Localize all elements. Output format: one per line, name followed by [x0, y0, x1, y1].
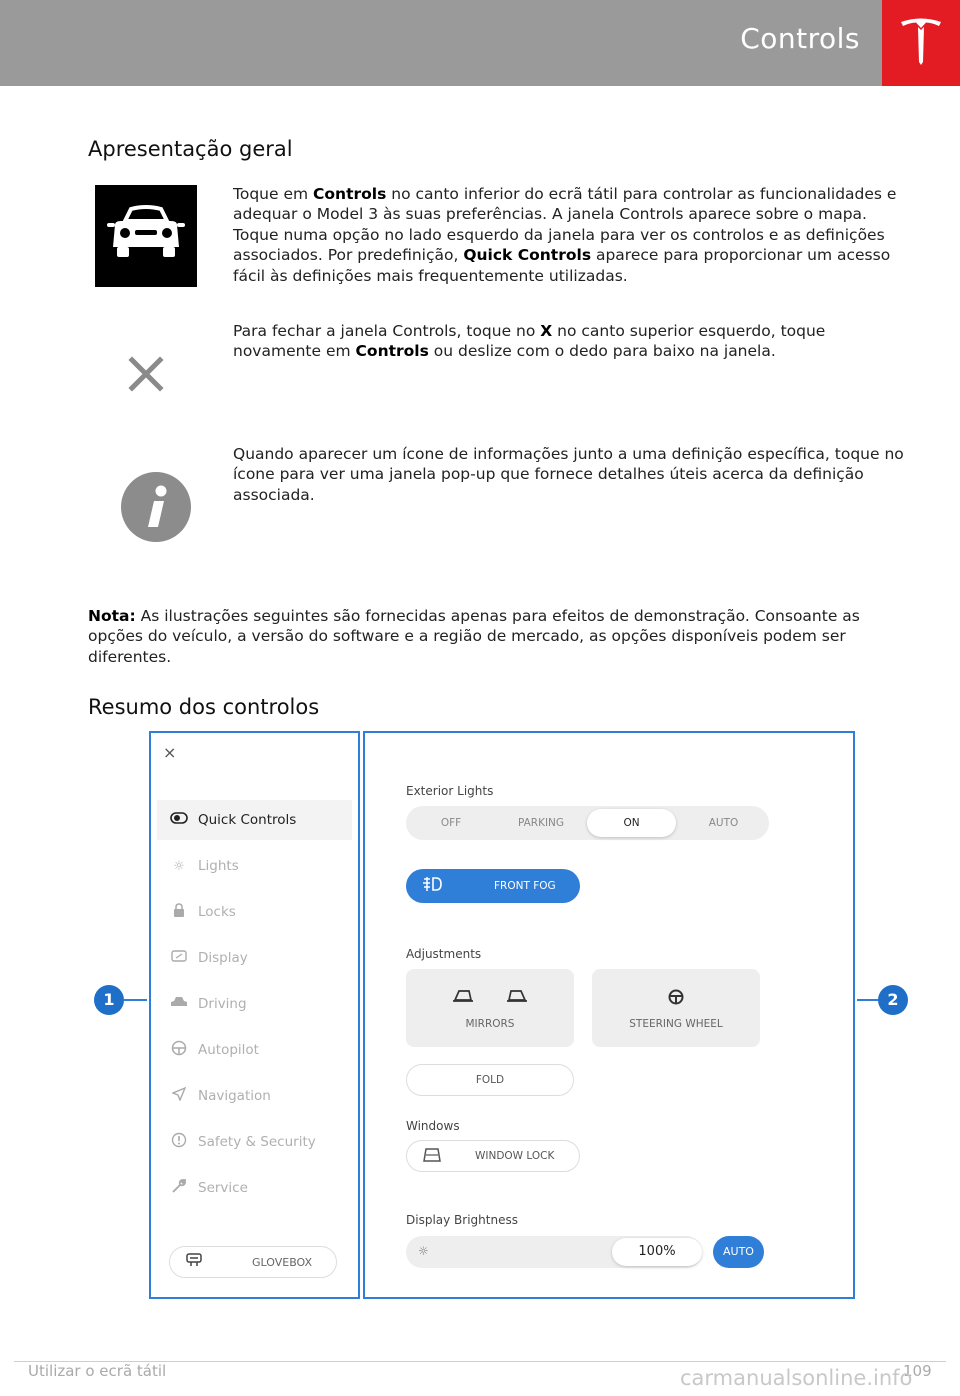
lights-option-parking[interactable]: PARKING — [517, 817, 565, 829]
callout-2-line — [857, 999, 878, 1001]
steering-wheel-label: STEERING WHEEL — [629, 1018, 723, 1030]
callout-1-line — [124, 999, 147, 1001]
menu-item-navigation[interactable] — [157, 1076, 352, 1116]
windows-label: Windows — [406, 1119, 460, 1133]
steering-wheel-icon — [592, 989, 760, 1009]
summary-heading: Resumo dos controlos — [88, 695, 320, 719]
menu-item-label: Lights — [198, 858, 239, 874]
display-icon — [169, 950, 189, 966]
controls-menu-panel — [149, 731, 360, 1299]
front-fog-label: FRONT FOG — [494, 880, 556, 892]
close-x-icon — [128, 356, 164, 396]
menu-item-label: Service — [198, 1180, 248, 1196]
sun-icon: ☼ — [173, 858, 185, 874]
exterior-lights-selector — [406, 806, 769, 840]
page-header — [0, 0, 960, 86]
menu-item-autopilot[interactable] — [157, 1030, 352, 1070]
menu-item-driving[interactable] — [157, 984, 352, 1024]
close-button[interactable]: × — [163, 743, 177, 762]
glovebox-button[interactable] — [169, 1246, 337, 1278]
menu-item-label: Safety & Security — [198, 1134, 316, 1150]
lights-option-on[interactable]: ON — [587, 809, 676, 837]
callout-1: 1 — [94, 985, 124, 1015]
tesla-logo-icon — [899, 16, 943, 66]
lock-icon — [169, 903, 189, 921]
front-fog-button[interactable] — [406, 869, 580, 903]
menu-item-service[interactable] — [157, 1168, 352, 1208]
sun-icon: ☼ — [418, 1244, 429, 1258]
menu-item-lights[interactable] — [157, 846, 352, 886]
menu-item-safety-security[interactable] — [157, 1122, 352, 1162]
brightness-slider-handle[interactable]: 100% — [612, 1238, 702, 1266]
menu-item-label: Display — [198, 950, 248, 966]
adjustments-label: Adjustments — [406, 947, 482, 961]
brightness-slider[interactable] — [406, 1236, 702, 1268]
exterior-lights-label: Exterior Lights — [406, 784, 494, 798]
menu-item-locks[interactable] — [157, 892, 352, 932]
note-label: Nota: — [88, 607, 136, 625]
mirrors-label: MIRRORS — [465, 1018, 515, 1030]
lights-option-auto[interactable]: AUTO — [708, 817, 739, 829]
menu-item-label: Locks — [198, 904, 236, 920]
overview-heading: Apresentação geral — [88, 137, 293, 161]
wrench-icon — [169, 1178, 189, 1198]
fold-label: FOLD — [475, 1074, 505, 1086]
menu-item-quick-controls[interactable] — [157, 800, 352, 840]
fog-light-icon — [422, 876, 442, 896]
page-number: 109 — [903, 1362, 932, 1380]
mirror-icon — [406, 989, 574, 1007]
overview-paragraph-2: Para fechar a janela Controls, toque no X no canto superior esquerdo, toque novamente em Controls ou deslize com o dedo para baixo na janela. — [233, 322, 826, 361]
brightness-auto-button[interactable]: AUTO — [713, 1236, 764, 1268]
menu-item-label: Autopilot — [198, 1042, 259, 1058]
controls-car-icon — [95, 185, 197, 287]
window-lock-button[interactable] — [406, 1140, 580, 1172]
window-icon — [423, 1148, 441, 1165]
footer-section-title: Utilizar o ecrã tátil — [28, 1362, 167, 1380]
steering-wheel-tile[interactable] — [592, 969, 760, 1047]
overview-paragraph-1: Toque em Controls no canto inferior do ecrã tátil para controlar as funcionalidades e adequar o Model 3 às suas preferências. A janela Controls aparece sobre o mapa. Toque numa opção no lado esquerdo da janela para ver os controlos e as definições associados. Por predefinição, Quick Controls aparece para proporcionar um acesso fácil às definições mais frequentemente utilizadas. — [233, 185, 897, 285]
watermark: carmanualsonline.info — [680, 1366, 913, 1390]
window-lock-label: WINDOW LOCK — [475, 1150, 555, 1162]
menu-item-label: Navigation — [198, 1088, 271, 1104]
overview-paragraph-3: Quando aparecer um ícone de informações junto a uma definição específica, toque no ícone para ver uma janela pop-up que fornece detalhes úteis acerca da definição associada. — [233, 445, 904, 504]
menu-item-label: Driving — [198, 996, 247, 1012]
navigation-arrow-icon — [169, 1087, 189, 1105]
tesla-logo — [882, 0, 960, 86]
header-title: Controls — [740, 22, 860, 55]
car-icon — [169, 996, 189, 1012]
fold-mirrors-button[interactable] — [406, 1064, 574, 1096]
glovebox-icon — [186, 1253, 202, 1271]
info-icon — [120, 471, 192, 547]
glovebox-label: GLOVEBOX — [252, 1255, 313, 1269]
display-brightness-label: Display Brightness — [406, 1213, 518, 1227]
mirrors-tile[interactable] — [406, 969, 574, 1047]
lights-option-off[interactable]: OFF — [440, 817, 462, 829]
steering-wheel-icon — [169, 1040, 189, 1060]
toggle-icon — [169, 812, 189, 828]
menu-item-display[interactable] — [157, 938, 352, 978]
alert-icon — [169, 1132, 189, 1152]
note-paragraph: Nota: As ilustrações seguintes são fornecidas apenas para efeitos de demonstração. Consoante as opções do veículo, a versão do software e a região de mercado, as opções disponíveis podem ser diferentes. — [88, 607, 860, 666]
menu-item-label: Quick Controls — [198, 812, 297, 828]
quick-controls-panel — [363, 731, 855, 1299]
callout-2: 2 — [878, 985, 908, 1015]
